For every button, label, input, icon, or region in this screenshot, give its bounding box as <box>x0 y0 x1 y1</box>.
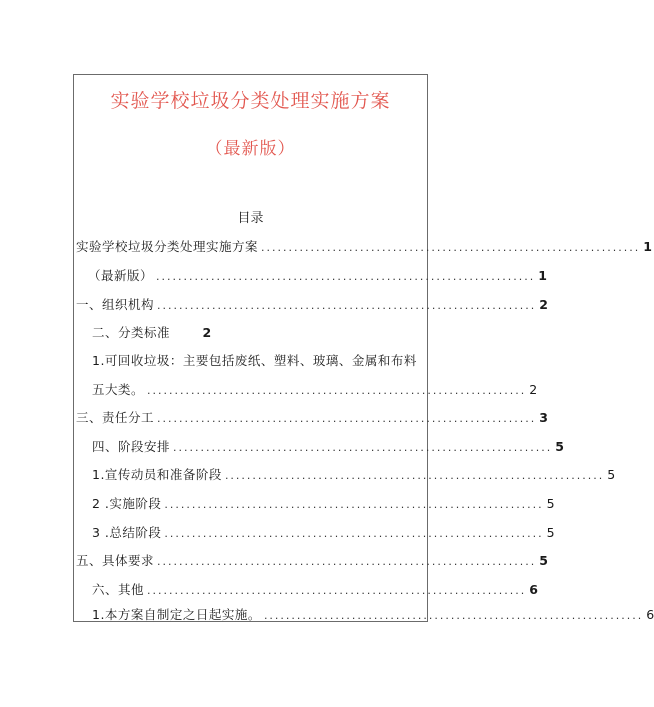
toc-entry-label: 三、责任分工 <box>76 410 155 425</box>
toc-entry[interactable] <box>92 351 417 371</box>
toc-leader-dots: ..................................................................... <box>147 584 527 597</box>
toc-entry-label: （最新版） <box>88 268 154 283</box>
toc-entry-page: 5 <box>546 525 555 540</box>
toc-entry-label: 2 .实施阶段 <box>92 496 162 511</box>
toc-leader-dots: ..................................................................... <box>147 384 527 397</box>
toc-entry-page: 6 <box>646 607 654 622</box>
toc-entry-page: 5 <box>539 553 548 568</box>
toc-entry-page: 1 <box>643 239 652 254</box>
toc-leader-dots: ..................................................................... <box>224 469 605 482</box>
toc-entry[interactable] <box>92 380 538 400</box>
toc-leader-dots: ..................................................................... <box>263 609 644 622</box>
toc-entry[interactable] <box>88 266 547 286</box>
toc-entry-label: 六、其他 <box>92 582 145 597</box>
toc-entry-label: 五、具体要求 <box>76 553 155 568</box>
toc-entry-label: 二、分类标准 <box>92 325 171 340</box>
toc-entry-page: 5 <box>607 467 616 482</box>
toc-entry[interactable] <box>92 437 564 457</box>
toc-entry[interactable] <box>92 580 538 600</box>
toc-entry-page: 3 <box>539 410 548 425</box>
toc-entry-page: 6 <box>529 582 538 597</box>
toc-entry-label: 1.本方案自制定之日起实施。 <box>92 607 261 622</box>
toc-entry-label: 3 .总结阶段 <box>92 525 162 540</box>
toc-entry[interactable] <box>92 494 555 514</box>
toc-entry[interactable] <box>76 551 548 571</box>
toc-entry[interactable] <box>76 408 548 428</box>
toc-entry-label: 1.宣传动员和准备阶段 <box>92 467 222 482</box>
toc-heading: 目录 <box>237 211 264 226</box>
toc-entry[interactable] <box>92 605 654 625</box>
document-title: 实验学校垃圾分类处理实施方案 <box>110 90 391 112</box>
toc-entry-label: 五大类。 <box>92 382 145 397</box>
toc-entry[interactable] <box>92 465 616 485</box>
toc-entry-label: 四、阶段安排 <box>92 439 171 454</box>
toc-entry-page: 5 <box>555 439 564 454</box>
toc-entry-label: 一、组织机构 <box>76 297 155 312</box>
toc-leader-dots: ..................................................................... <box>261 241 641 254</box>
toc-entry[interactable] <box>92 323 212 343</box>
toc-entry-page: 2 <box>202 325 212 340</box>
toc-entry-page: 5 <box>546 496 555 511</box>
toc-entry-page: 2 <box>529 382 538 397</box>
toc-entry[interactable] <box>92 523 555 543</box>
toc-leader-dots: ..................................................................... <box>157 412 537 425</box>
toc-entry[interactable] <box>76 295 548 315</box>
document-subtitle: （最新版） <box>205 139 296 159</box>
toc-leader-dots: ..................................................................... <box>173 441 553 454</box>
toc-entry[interactable] <box>76 237 652 257</box>
toc-leader-dots: ..................................................................... <box>156 270 536 283</box>
toc-entry-label: 实验学校垃圾分类处理实施方案 <box>76 239 259 254</box>
toc-entry-page: 1 <box>538 268 547 283</box>
toc-entry-page: 2 <box>539 297 548 312</box>
toc-leader-dots: ..................................................................... <box>157 299 537 312</box>
toc-leader-dots: ..................................................................... <box>157 555 537 568</box>
toc-leader-dots: ..................................................................... <box>164 527 544 540</box>
toc-leader-dots: ..................................................................... <box>164 498 544 511</box>
toc-entry-label: 1.可回收垃圾：主要包括废纸、塑料、玻璃、金属和布料 <box>92 353 417 368</box>
